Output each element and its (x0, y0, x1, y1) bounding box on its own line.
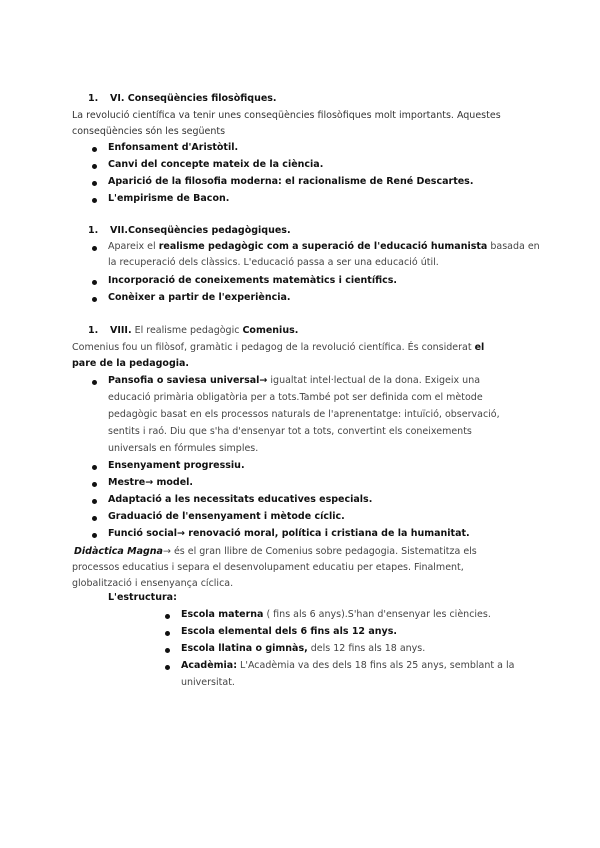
bullet-icon (92, 164, 97, 169)
bullet-icon (92, 246, 97, 251)
text-run-bold: Acadèmia: (181, 660, 238, 671)
text-run-bold: el (474, 342, 485, 353)
section-title: VIII. (110, 325, 132, 336)
section-name: Comenius. (242, 325, 299, 336)
text-run: igualtat intel·lectual de la dona. Exigeix una (267, 375, 481, 386)
bullet-icon (165, 648, 170, 653)
section-subtitle: El realisme pedagògic (131, 325, 243, 336)
text-run: Comenius fou un filòsof, gramàtic i pedagog de la revolució científica. És considerat (72, 342, 475, 353)
paragraph-line (72, 341, 484, 354)
structure-label: L'estructura: (108, 592, 177, 603)
school-item (181, 642, 425, 655)
list-item: Enfonsament d'Aristòtil. (108, 142, 239, 153)
list-item-continuation: sentits i raó. Diu que s'ha d'ensenyar tot a tots, convertint els coneixements (108, 426, 472, 437)
text-run-bold: Escola llatina o gimnàs, (181, 643, 308, 654)
text-run-bold: realisme pedagògic com a superació de l'educació humanista (158, 241, 488, 252)
list-item (108, 240, 540, 253)
section-title: VI. Conseqüències filosòfiques. (110, 93, 277, 104)
text-run: basada en (487, 241, 540, 252)
bullet-icon (92, 482, 97, 487)
bullet-icon (92, 147, 97, 152)
list-item-continuation: pedagògic basat en els processos naturals de l'aprenentatge: intuïció, observació, (108, 409, 500, 420)
list-item: Graduació de l'ensenyament i mètode cíclic. (108, 511, 345, 522)
bullet-icon (92, 297, 97, 302)
text-run-bold: Escola elemental dels 6 fins als 12 anys. (181, 626, 397, 637)
text-run: Apareix el (108, 241, 159, 252)
paragraph-line: processos educatius i separa el desenvolupament educatiu per etapes. Finalment, (72, 562, 464, 573)
bullet-icon (92, 380, 97, 385)
list-item: Ensenyament progressiu. (108, 460, 245, 471)
section-number: 1. (88, 325, 99, 336)
list-item: L'empirisme de Bacon. (108, 193, 230, 204)
bullet-icon (92, 181, 97, 186)
paragraph-line: La revolució científica va tenir unes conseqüències filosòfiques molt importants. Aquestes (72, 110, 501, 121)
section-title: VII.Conseqüències pedagògiques. (110, 225, 291, 236)
bullet-icon (165, 631, 170, 636)
section-number: 1. (88, 93, 99, 104)
school-item (181, 625, 397, 638)
bullet-icon (165, 614, 170, 619)
bullet-icon (92, 499, 97, 504)
list-item-continuation: educació primària obligatòria per a tots.També pot ser definida com el mètode (108, 392, 483, 403)
text-run: L'Acadèmia va des dels 18 fins als 25 anys, semblant a la (237, 660, 515, 671)
paragraph-line: pare de la pedagogia. (72, 358, 190, 369)
list-item: Aparició de la filosofia moderna: el racionalisme de René Descartes. (108, 176, 474, 187)
text-run-bold: Pansofia o saviesa universal→ (108, 375, 268, 386)
bullet-icon (92, 465, 97, 470)
list-item (108, 374, 480, 387)
bullet-icon (165, 665, 170, 670)
bullet-icon (92, 280, 97, 285)
list-item: Canvi del concepte mateix de la ciència. (108, 159, 324, 170)
section-8-heading (88, 324, 298, 337)
list-item: Conèixer a partir de l'experiència. (108, 292, 291, 303)
list-item: Adaptació a les necessitats educatives especials. (108, 494, 373, 505)
bullet-icon (92, 198, 97, 203)
list-item: Mestre→ model. (108, 477, 194, 488)
section-6-heading (88, 92, 277, 105)
bullet-icon (92, 533, 97, 538)
school-item (181, 608, 491, 621)
text-run-bold: Escola materna (181, 609, 264, 620)
section-7-heading (88, 224, 291, 237)
list-item: Funció social→ renovació moral, política i cristiana de la humanitat. (108, 528, 470, 539)
list-item-continuation: universals en fórmules simples. (108, 443, 259, 454)
paragraph-line: globalització i ensenyança cíclica. (72, 578, 234, 589)
paragraph-line (74, 545, 477, 558)
list-item-continuation: la recuperació dels clàssics. L'educació passa a ser una educació útil. (108, 257, 439, 268)
text-run: → és el gran llibre de Comenius sobre pedagogia. Sistematitza els (162, 546, 477, 557)
text-run: ( fins als 6 anys).S'han d'ensenyar les ciències. (263, 609, 491, 620)
book-title: Didàctica Magna (74, 546, 163, 557)
section-number: 1. (88, 225, 99, 236)
school-item-continuation: universitat. (181, 677, 235, 688)
paragraph-line: conseqüències són les següents (72, 126, 226, 137)
text-run: dels 12 fins als 18 anys. (307, 643, 426, 654)
school-item (181, 659, 514, 672)
bullet-icon (92, 516, 97, 521)
list-item: Incorporació de coneixements matemàtics i científics. (108, 275, 398, 286)
